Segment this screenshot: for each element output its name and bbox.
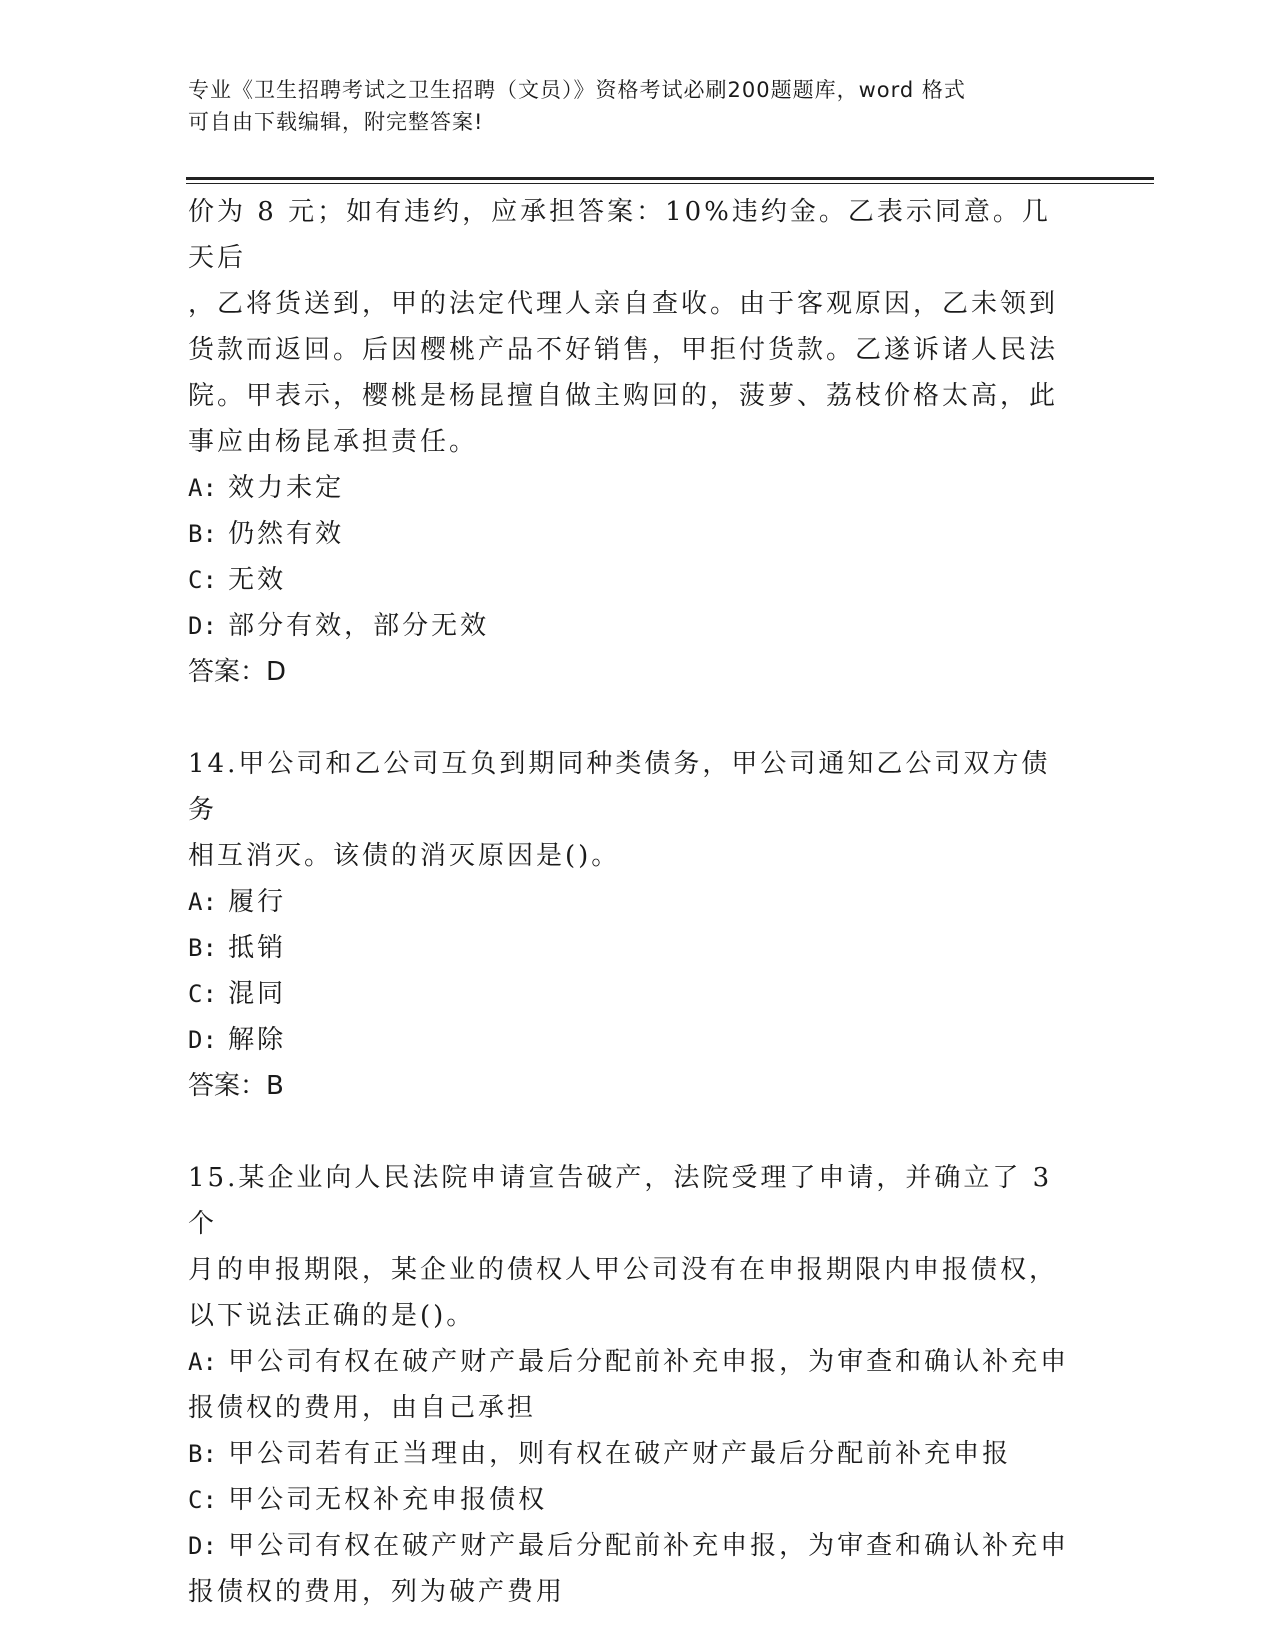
document-body: [188, 189, 1078, 1615]
question-15-option-a: [188, 1339, 1078, 1385]
option-text: 甲公司若有正当理由，则有权在破产财产最后分配前补充申报: [228, 1439, 1012, 1469]
question-15-stem-line: 15.某企业向人民法院申请宣告破产，法院受理了申请，并确立了 3 个: [188, 1163, 1053, 1239]
option-letter: B:: [188, 934, 217, 962]
question-14-answer: 答案：B: [188, 1071, 284, 1101]
question-13-stem-line: ，乙将货送到，甲的法定代理人亲自查收。由于客观原因，乙未领到: [188, 289, 1059, 319]
option-text: 甲公司无权补充申报债权: [228, 1485, 548, 1515]
question-13-option-b: [188, 511, 1078, 557]
question-15-option-d-cont: 报债权的费用，列为破产费用: [188, 1577, 566, 1607]
header-divider-thick: [186, 177, 1154, 180]
option-letter: B:: [188, 520, 217, 548]
option-letter: C:: [188, 980, 217, 1008]
question-13-option-a: [188, 465, 1078, 511]
question-13-stem-line: 事应由杨昆承担责任。: [188, 427, 479, 457]
option-letter: A:: [188, 1348, 217, 1376]
question-13-stem-line: 货款而返回。后因樱桃产品不好销售，甲拒付货款。乙遂诉诸人民法: [188, 335, 1059, 365]
question-13-option-c: [188, 557, 1078, 603]
option-letter: D:: [188, 612, 217, 640]
question-15: [188, 1155, 1078, 1615]
question-14-stem-line: 相互消灭。该债的消灭原因是()。: [188, 841, 621, 871]
option-text: 仍然有效: [228, 519, 345, 549]
option-text: 履行: [228, 887, 287, 917]
question-14-option-b: [188, 925, 1078, 971]
option-text: 甲公司有权在破产财产最后分配前补充申报，为审查和确认补充申: [228, 1531, 1070, 1561]
option-letter: C:: [188, 1486, 217, 1514]
question-13-stem-line: 院。甲表示，樱桃是杨昆擅自做主购回的，菠萝、荔枝价格太高，此: [188, 381, 1059, 411]
option-text: 抵销: [228, 933, 287, 963]
option-text: 部分有效，部分无效: [228, 611, 490, 641]
header-title-line-1: 专业《卫生招聘考试之卫生招聘（文员）》资格考试必刷200题题库，word 格式: [188, 78, 966, 102]
question-15-option-a-cont: 报债权的费用，由自己承担: [188, 1393, 537, 1423]
question-15-stem-line: 以下说法正确的是()。: [188, 1301, 476, 1331]
option-letter: B:: [188, 1440, 217, 1468]
question-15-option-b: [188, 1431, 1078, 1477]
question-15-option-d: [188, 1523, 1078, 1569]
header-divider-thin: [186, 183, 1154, 184]
option-letter: D:: [188, 1026, 217, 1054]
option-text: 无效: [228, 565, 287, 595]
question-14-option-c: [188, 971, 1078, 1017]
header-title-line-2: 可自由下载编辑，附完整答案!: [188, 110, 484, 134]
question-14-stem-line: 14.甲公司和乙公司互负到期同种类债务，甲公司通知乙公司双方债务: [188, 749, 1051, 825]
question-13-answer: 答案：D: [188, 657, 287, 687]
question-14-option-a: [188, 879, 1078, 925]
question-13-option-d: [188, 603, 1078, 649]
question-14: [188, 741, 1078, 1109]
question-13-stem-line: 价为 8 元；如有违约，应承担答案：10%违约金。乙表示同意。几天后: [188, 197, 1051, 273]
option-text: 甲公司有权在破产财产最后分配前补充申报，为审查和确认补充申: [228, 1347, 1070, 1377]
option-letter: A:: [188, 888, 217, 916]
option-letter: A:: [188, 474, 217, 502]
option-text: 效力未定: [228, 473, 345, 503]
option-letter: C:: [188, 566, 217, 594]
question-13: [188, 189, 1078, 695]
option-text: 解除: [228, 1025, 287, 1055]
question-14-option-d: [188, 1017, 1078, 1063]
option-text: 混同: [228, 979, 287, 1009]
question-15-option-c: [188, 1477, 1078, 1523]
document-header: [188, 74, 1088, 138]
question-15-stem-line: 月的申报期限，某企业的债权人甲公司没有在申报期限内申报债权，: [188, 1255, 1059, 1285]
option-letter: D:: [188, 1532, 217, 1560]
